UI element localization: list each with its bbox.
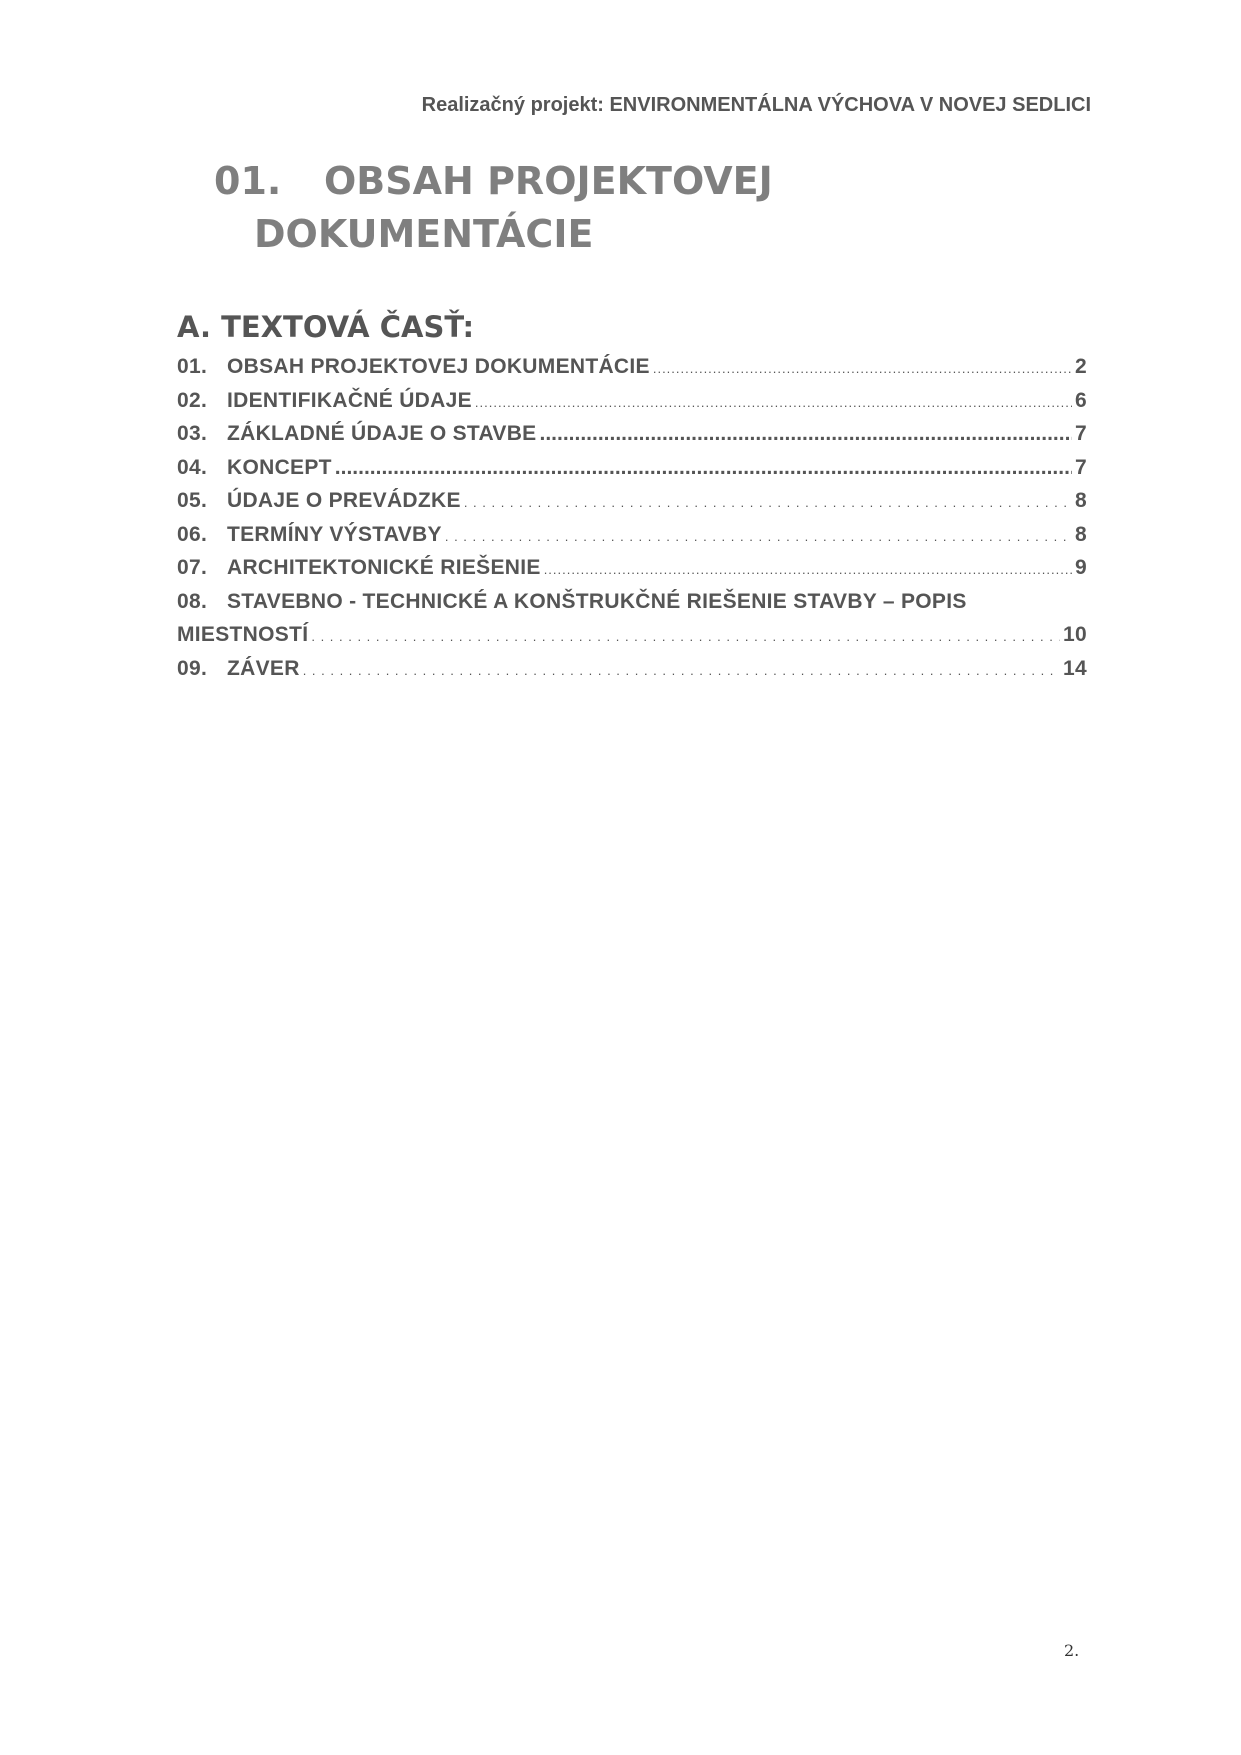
toc-entry-label: STAVEBNO - TECHNICKÉ A KONŠTRUKČNÉ RIEŠENIE STAVBY – POPIS <box>227 589 967 613</box>
toc-entry-number: 06. <box>177 522 208 546</box>
toc-entry-number: 05. <box>177 489 208 512</box>
toc-entry-label: TERMÍNY VÝSTAVBY <box>227 522 442 546</box>
toc-entry-01[interactable] <box>177 350 1087 384</box>
toc-entry-label: ZÁKLADNÉ ÚDAJE O STAVBE <box>227 422 537 445</box>
toc-entry-02[interactable] <box>177 384 1087 418</box>
toc-entry-page: 6 <box>1075 388 1087 412</box>
toc-entry-label: ARCHITEKTONICKÉ RIEŠENIE <box>227 556 541 579</box>
toc-leader-dots <box>303 654 1060 688</box>
running-header: Realizačný projekt: ENVIRONMENTÁLNA VÝCHOVA V NOVEJ SEDLICI <box>421 94 1091 116</box>
toc-leader-dots <box>653 352 1072 386</box>
toc-entry-page: 7 <box>1075 422 1087 445</box>
chapter-title <box>214 155 914 261</box>
toc-entry-label-continued: MIESTNOSTÍ <box>177 623 309 646</box>
toc-entry-number: 03. <box>177 422 208 445</box>
toc-entry-label: OBSAH PROJEKTOVEJ DOKUMENTÁCIE <box>227 355 650 378</box>
toc-entry-label: KONCEPT <box>227 455 332 479</box>
toc-entry-page: 10 <box>1063 623 1087 646</box>
toc-entry-number: 04. <box>177 455 208 479</box>
toc-entry-05[interactable] <box>177 484 1087 518</box>
toc-leader-dots <box>335 451 1072 485</box>
chapter-title-line1: OBSAH PROJEKTOVEJ <box>324 159 773 203</box>
chapter-title-line2: DOKUMENTÁCIE <box>254 212 594 256</box>
toc-entry-04[interactable] <box>177 451 1087 485</box>
toc-entry-page: 8 <box>1075 489 1087 512</box>
toc-leader-dots <box>539 417 1072 451</box>
chapter-number: 01. <box>214 159 282 203</box>
toc-leader-dots <box>311 620 1060 654</box>
toc-leader-dots <box>544 553 1072 587</box>
toc-leader-dots <box>475 386 1072 420</box>
toc-entry-number: 01. <box>177 355 208 378</box>
toc-entry-label: ÚDAJE O PREVÁDZKE <box>227 489 461 512</box>
toc-leader-dots <box>464 486 1072 520</box>
toc-entry-09[interactable] <box>177 652 1087 686</box>
toc-entry-page: 2 <box>1075 355 1087 378</box>
toc-entry-page: 9 <box>1075 556 1087 579</box>
toc-entry-page: 14 <box>1063 656 1087 680</box>
section-heading: A. TEXTOVÁ ČASŤ: <box>177 310 475 344</box>
toc-entry-page: 8 <box>1075 522 1087 546</box>
table-of-contents <box>177 350 1087 685</box>
toc-entry-07[interactable] <box>177 551 1087 585</box>
toc-entry-label: IDENTIFIKAČNÉ ÚDAJE <box>227 388 472 412</box>
toc-leader-dots <box>445 520 1072 554</box>
toc-entry-page: 7 <box>1075 455 1087 479</box>
toc-entry-08[interactable] <box>177 585 1087 652</box>
toc-entry-label: ZÁVER <box>227 656 300 680</box>
toc-entry-06[interactable] <box>177 518 1087 552</box>
toc-entry-number: 02. <box>177 388 208 412</box>
toc-entry-number: 07. <box>177 556 208 579</box>
toc-entry-number: 09. <box>177 656 208 680</box>
page-number: 2. <box>1064 1641 1080 1660</box>
toc-entry-03[interactable] <box>177 417 1087 451</box>
toc-entry-number: 08. <box>177 589 208 613</box>
